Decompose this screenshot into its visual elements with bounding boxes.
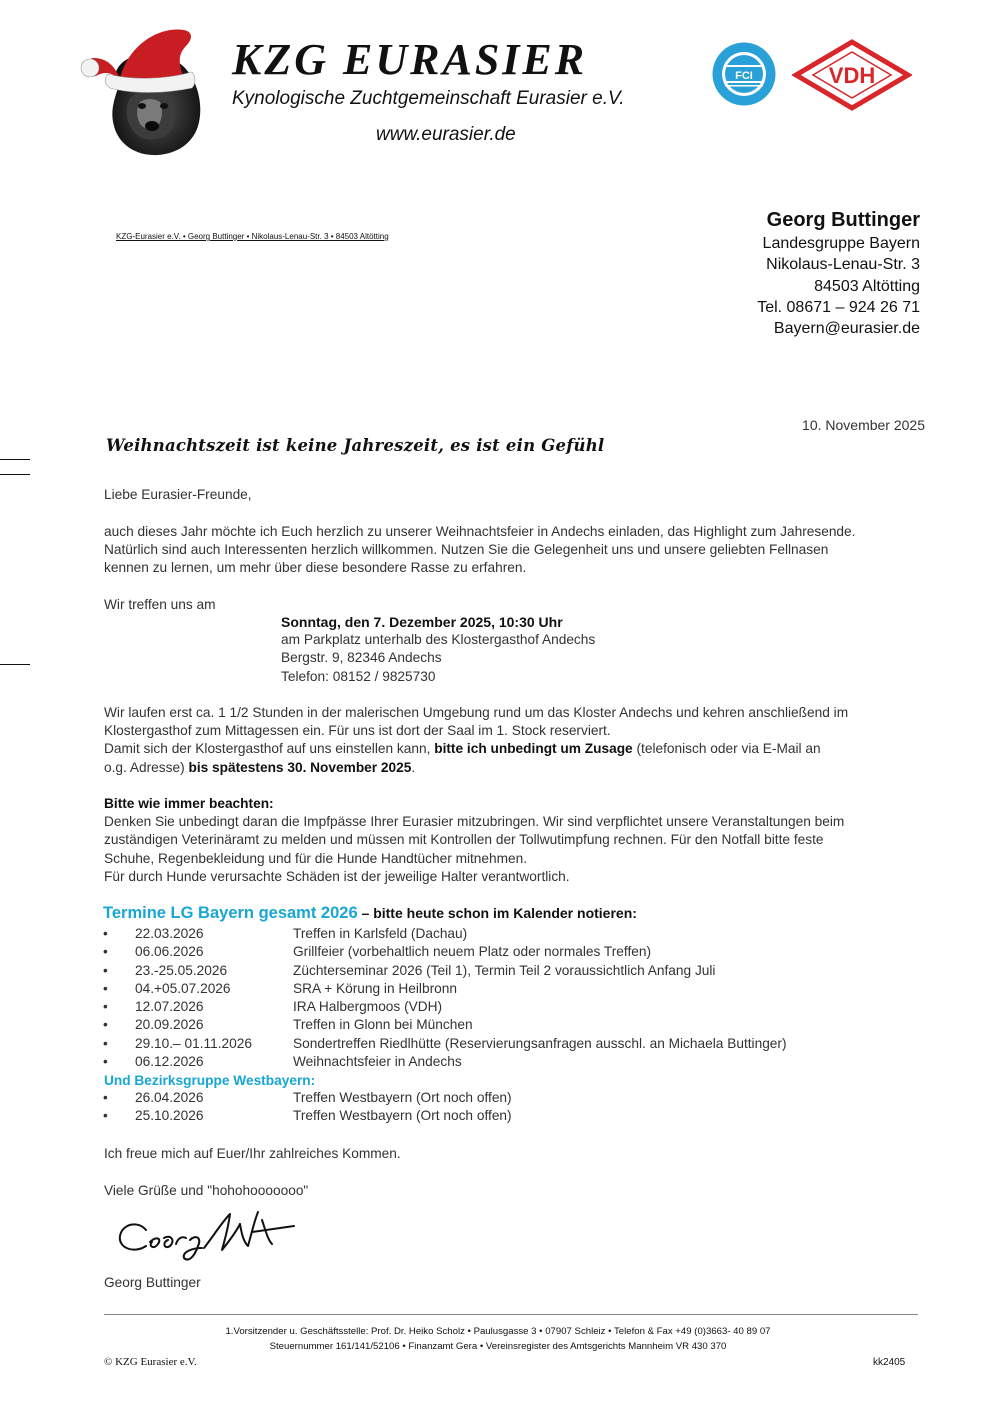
walk-text: . [411,759,416,775]
event-date: 06.06.2026 [135,944,204,960]
event-text: Züchterseminar 2026 (Teil 1), Termin Teil 2 voraussichtlich Anfang Juli [293,962,716,978]
intro-paragraph [104,523,924,578]
walk-text: o.g. Adresse) [104,759,189,775]
bullet: • [103,1035,108,1051]
footer-line-1: 1.Vorsitzender u. Geschäftsstelle: Prof. Dr. Heiko Scholz • Paulusgasse 3 • 07907 Schleiz • Telefon & Fax +49 (0)3663- 40 89 07 [225,1326,771,1337]
termine-title: Termine LG Bayern gesamt 2026 [103,904,358,922]
event-text: IRA Halbergmoos (VDH) [293,999,443,1015]
event-date: 20.09.2026 [135,1017,204,1033]
brand-subtitle: Kynologische Zuchtgemeinschaft Eurasier e.V. [232,88,625,109]
fci-logo [711,41,777,107]
notes-section [104,795,924,886]
appointment-place: am Parkplatz unterhalb des Klostergasthof Andechs [281,632,596,648]
event-date: 29.10.– 01.11.2026 [135,1035,252,1051]
bullet: • [103,1090,108,1105]
document-id: kk2405 [873,1357,906,1368]
termine-heading [103,904,637,923]
contact-block [757,207,920,339]
event-date: 12.07.2026 [135,999,204,1015]
walk-line: Klostergasthof zum Mittagessen ein. Für uns ist dort der Saal im 1. Stock reserviert. [104,723,611,739]
bullet: • [103,980,108,996]
walk-line [104,740,924,758]
contact-email[interactable]: Bayern@eurasier.de [773,320,920,338]
headline: Weihnachtszeit ist keine Jahreszeit, es ist ein Gefühl [106,436,605,455]
notes-line: Denken Sie unbedingt daran die Impfpässe Ihrer Eurasier mitzubringen. Wir sind verpflichtet unsere Veranstaltungen beim [104,814,845,830]
regards-line: Viele Grüße und "hohohooooooo" [104,1183,309,1198]
event-date: 04.+05.07.2026 [135,980,231,996]
termine-title-rest: – bitte heute schon im Kalender notieren: [357,905,637,921]
intro-line: Natürlich sind auch Interessenten herzlich willkommen. Nutzen Sie die Gelegenheit uns und unsere geliebten Fellnasen [104,542,829,558]
event-text: Treffen in Karlsfeld (Dachau) [293,926,468,941]
sender-address-line: KZG-Eurasier e.V. • Georg Buttinger • Nikolaus-Lenau-Str. 3 • 84503 Altötting [116,232,389,241]
footer-divider [104,1314,918,1315]
bullet: • [103,1054,108,1070]
intro-line: auch dieses Jahr möchte ich Euch herzlich zu unserer Weihnachtsfeier in Andechs einladen, das Highlight zum Jahresende. [104,524,856,539]
rsvp-deadline: bis spätestens 30. November 2025 [188,759,412,775]
walk-paragraph [104,704,924,777]
signature-image [112,1202,312,1266]
event-text: Sondertreffen Riedlhütte (Reservierungsanfragen ausschl. an Michaela Buttinger) [293,1035,787,1051]
appointment-when: Sonntag, den 7. Dezember 2025, 10:30 Uhr [281,614,563,630]
fold-mark-middle [0,474,30,475]
event-date: 22.03.2026 [135,926,204,941]
contact-group: Landesgruppe Bayern [762,235,920,252]
event-date: 26.04.2026 [135,1090,204,1105]
event-date: 06.12.2026 [135,1054,204,1070]
walk-text: Damit sich der Klostergasthof auf uns einstellen kann, [104,741,435,757]
event-text: Weihnachtsfeier in Andechs [293,1054,462,1070]
brand-title: KZG EURASIER [232,35,588,84]
closing-line: Ich freue mich auf Euer/Ihr zahlreiches Kommen. [104,1146,401,1161]
notes-line: Für durch Hunde verursachte Schäden ist der jeweilige Halter verantwortlich. [104,868,570,884]
contact-city: 84503 Altötting [814,277,920,295]
rsvp-request: bitte ich unbedingt um Zusage [434,741,633,757]
event-text: Grillfeier (vorbehaltlich neuem Platz oder normales Treffen) [293,944,652,960]
brand-website: www.eurasier.de [376,124,516,145]
appointment-block [281,613,595,686]
walk-text: (telefonisch oder via E-Mail an [632,741,821,757]
copyright: © KZG Eurasier e.V. [104,1356,197,1368]
fci-logo-text: FCI [735,70,753,82]
event-date: 23.-25.05.2026 [135,962,228,978]
walk-line [104,759,924,777]
dog-santa-logo [80,18,215,158]
bullet: • [103,1108,108,1124]
event-text: Treffen in Glonn bei München [293,1017,473,1033]
contact-name: Georg Buttinger [766,209,920,231]
event-text: Treffen Westbayern (Ort noch offen) [293,1108,512,1124]
fold-mark-top [0,459,30,460]
vdh-logo-text: VDH [828,63,876,88]
appointment-address: Bergstr. 9, 82346 Andechs [281,650,442,666]
meet-intro: Wir treffen uns am [104,597,216,612]
event-date: 25.10.2026 [135,1108,204,1124]
notes-line: zuständigen Veterinäramt zu melden und müssen mit Kontrollen der Tollwutimpfung rechnen. Für den Notfall bitte feste [104,832,824,848]
event-text: Treffen Westbayern (Ort noch offen) [293,1090,512,1105]
event-text: SRA + Körung in Heilbronn [293,980,457,996]
signature-name: Georg Buttinger [104,1275,201,1290]
bullet: • [103,944,108,960]
appointment-phone: Telefon: 08152 / 9825730 [281,668,436,684]
greeting: Liebe Eurasier-Freunde, [104,487,252,502]
bullet: • [103,926,108,941]
walk-line: Wir laufen erst ca. 1 1/2 Stunden in der malerischen Umgebung rund um das Kloster Andechs und kehren anschließend im [104,705,849,720]
footer-line-2: Steuernummer 161/141/52106 • Finanzamt Gera • Vereinsregister des Amtsgerichts Mannheim VR 430 370 [269,1341,727,1352]
bullet: • [103,999,108,1015]
bullet: • [103,962,108,978]
westbayern-title: Und Bezirksgruppe Westbayern: [104,1073,316,1088]
contact-street: Nikolaus-Lenau-Str. 3 [766,256,920,274]
notes-title: Bitte wie immer beachten: [104,796,274,811]
letter-date: 10. November 2025 [802,417,925,433]
bullet: • [103,1017,108,1033]
contact-phone: Tel. 08671 – 924 26 71 [757,298,920,316]
intro-line: kennen zu lernen, um mehr über diese besondere Rasse zu erfahren. [104,560,527,576]
notes-line: Schuhe, Regenbekleidung und für die Hunde Handtücher mitnehmen. [104,850,528,866]
fold-mark-bottom [0,664,30,665]
vdh-logo [792,39,912,111]
